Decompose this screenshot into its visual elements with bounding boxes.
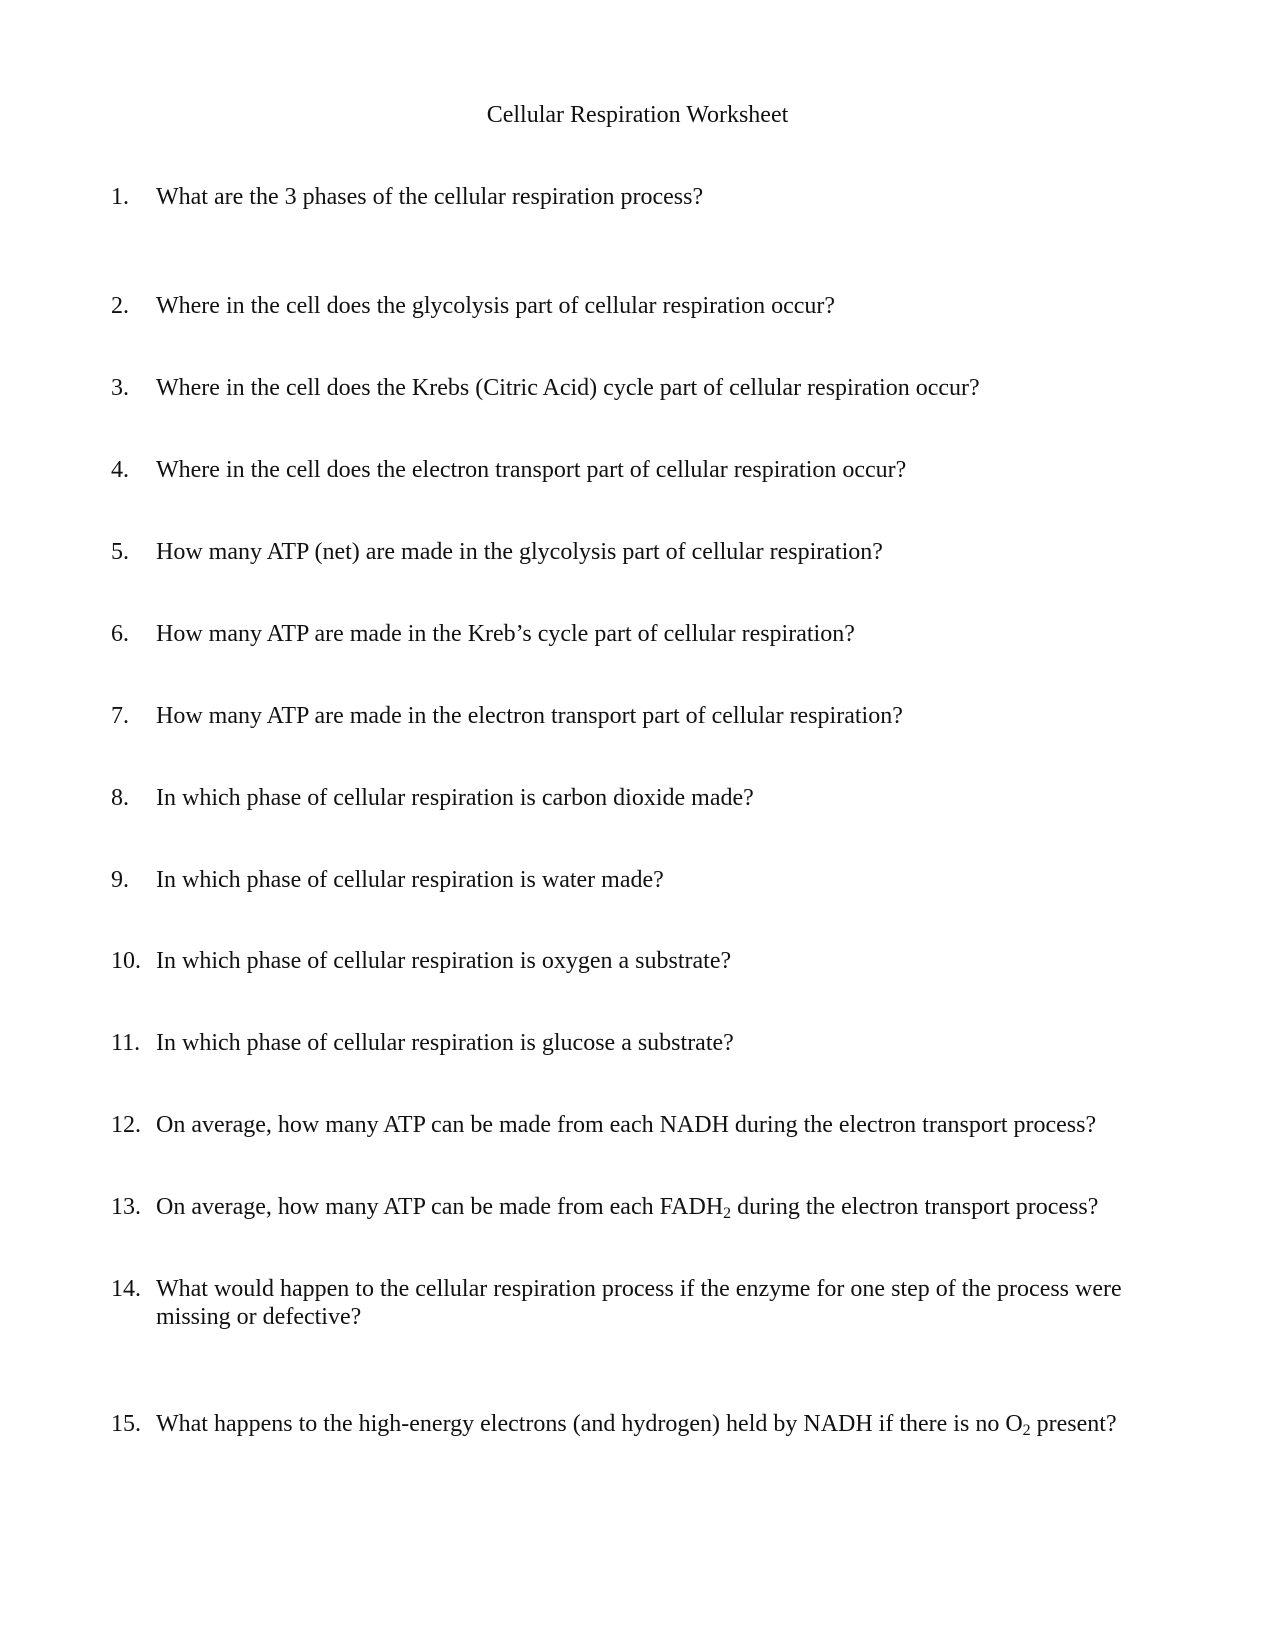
question-item bbox=[111, 620, 1181, 648]
page-title: Cellular Respiration Worksheet bbox=[486, 102, 789, 128]
question-item bbox=[111, 1029, 1181, 1057]
question-text: Where in the cell does the glycolysis part of cellular respiration occur? bbox=[156, 293, 836, 319]
question-text bbox=[156, 1410, 1181, 1438]
question-item bbox=[111, 1193, 1181, 1221]
question-number: 11. bbox=[111, 1030, 141, 1056]
question-number: 9. bbox=[111, 867, 129, 893]
question-number: 5. bbox=[111, 539, 129, 565]
question-number: 14. bbox=[111, 1276, 141, 1302]
question-text-end: present? bbox=[1030, 1411, 1117, 1437]
question-text: What are the 3 phases of the cellular respiration process? bbox=[156, 184, 704, 210]
question-text: In which phase of cellular respiration is glucose a substrate? bbox=[156, 1030, 734, 1056]
question-number: 15. bbox=[111, 1411, 141, 1437]
question-text-end: during the electron transport process? bbox=[731, 1194, 1099, 1220]
question-text: How many ATP are made in the Kreb’s cycle part of cellular respiration? bbox=[156, 621, 855, 647]
subscript: 2 bbox=[723, 1205, 732, 1222]
question-item bbox=[111, 947, 1181, 975]
subscript: 2 bbox=[1022, 1422, 1031, 1439]
question-text-start: What happens to the high-energy electrons (and hydrogen) held by NADH if there is no O bbox=[156, 1411, 1023, 1437]
question-item bbox=[111, 784, 1181, 812]
question-text: Where in the cell does the electron transport part of cellular respiration occur? bbox=[156, 457, 907, 483]
question-item bbox=[111, 456, 1181, 484]
question-item bbox=[111, 866, 1181, 894]
question-number: 6. bbox=[111, 621, 129, 647]
question-text: In which phase of cellular respiration is water made? bbox=[156, 867, 664, 893]
question-text: In which phase of cellular respiration is carbon dioxide made? bbox=[156, 785, 754, 811]
question-number: 7. bbox=[111, 703, 129, 729]
question-text: How many ATP (net) are made in the glycolysis part of cellular respiration? bbox=[156, 539, 883, 565]
question-item bbox=[111, 183, 1181, 211]
question-number: 4. bbox=[111, 457, 129, 483]
question-text: In which phase of cellular respiration is oxygen a substrate? bbox=[156, 948, 732, 974]
question-text: On average, how many ATP can be made from each NADH during the electron transport process? bbox=[156, 1112, 1097, 1138]
question-text: Where in the cell does the Krebs (Citric Acid) cycle part of cellular respiration occur? bbox=[156, 375, 980, 401]
question-number: 13. bbox=[111, 1194, 141, 1220]
question-text: What would happen to the cellular respiration process if the enzyme for one step of the process were missing or defective? bbox=[156, 1276, 1122, 1330]
question-item bbox=[111, 702, 1181, 730]
question-number: 2. bbox=[111, 293, 129, 319]
question-item bbox=[111, 374, 1181, 402]
question-text-start: On average, how many ATP can be made from each FADH bbox=[156, 1194, 724, 1220]
question-item bbox=[111, 292, 1181, 320]
question-item bbox=[111, 1111, 1181, 1139]
question-item bbox=[111, 538, 1181, 566]
question-item bbox=[111, 1410, 1181, 1438]
question-number: 3. bbox=[111, 375, 129, 401]
question-text bbox=[156, 1193, 1181, 1221]
question-number: 1. bbox=[111, 184, 129, 210]
question-number: 10. bbox=[111, 948, 141, 974]
question-text: How many ATP are made in the electron transport part of cellular respiration? bbox=[156, 703, 903, 729]
question-number: 8. bbox=[111, 785, 129, 811]
question-number: 12. bbox=[111, 1112, 141, 1138]
question-item bbox=[111, 1275, 1181, 1331]
